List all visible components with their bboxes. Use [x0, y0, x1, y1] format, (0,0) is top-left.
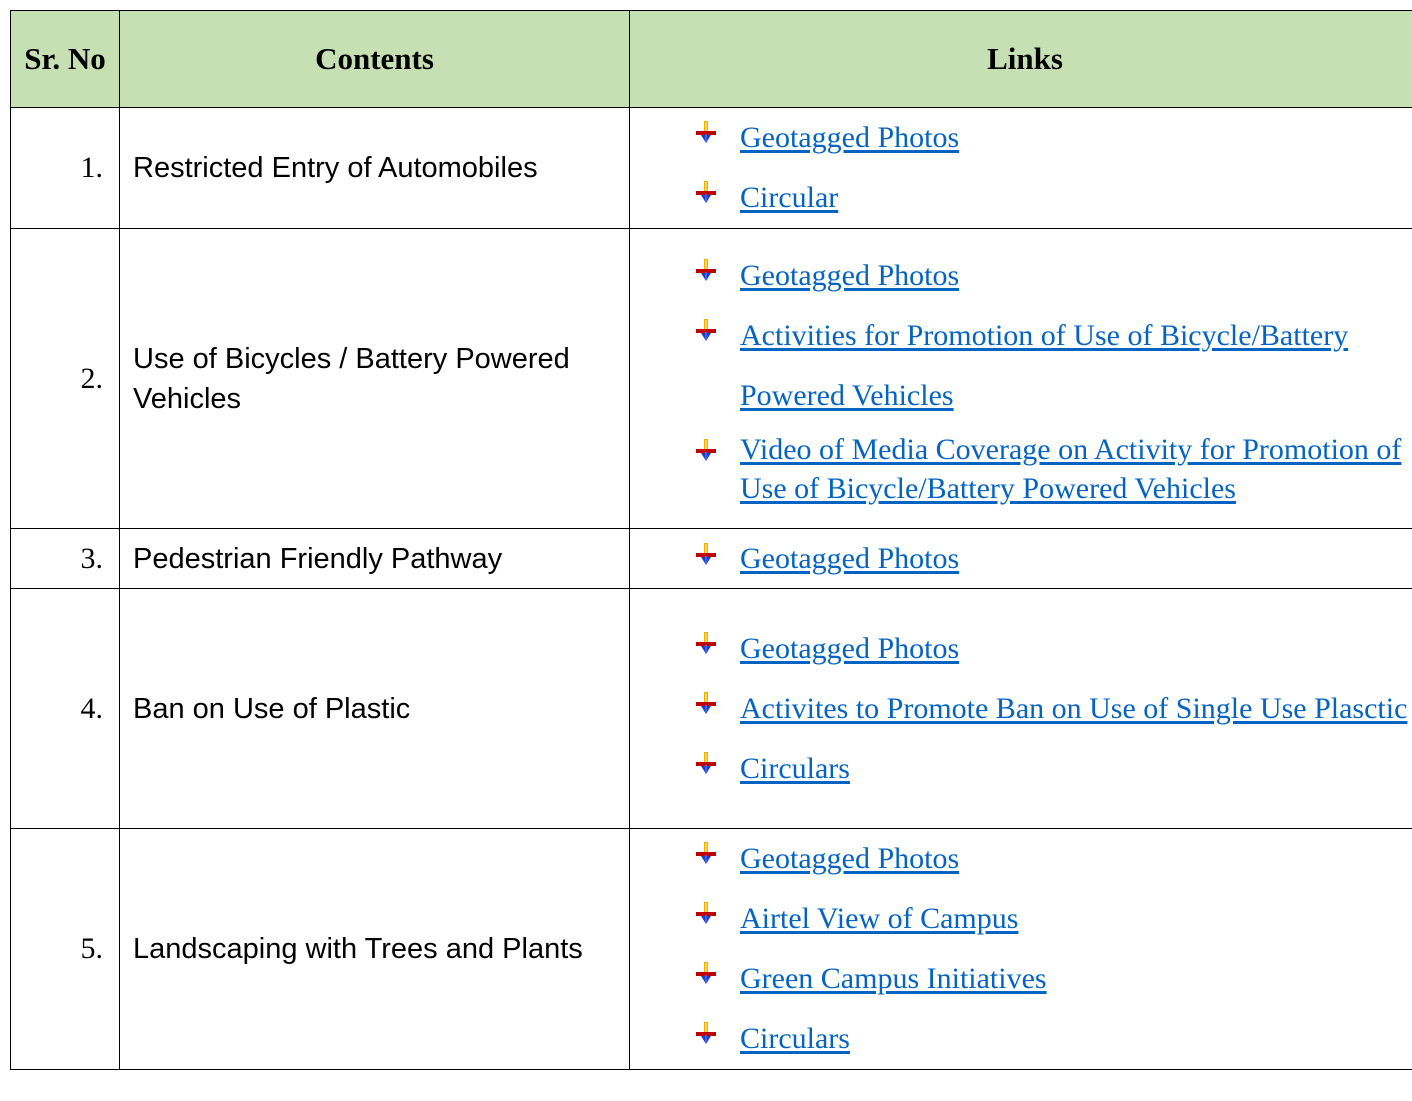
content-text: Pedestrian Friendly Pathway [120, 529, 630, 589]
link-item [630, 739, 1412, 799]
sr-number: 5. [11, 829, 120, 1070]
down-arrow-icon [696, 842, 716, 864]
table-row [11, 529, 1412, 589]
links-cell [630, 529, 1412, 589]
table-header-row [11, 11, 1412, 108]
table-row [11, 829, 1412, 1070]
link-geotagged-photos[interactable]: Geotagged Photos [740, 258, 960, 292]
link-item [630, 168, 1412, 228]
down-arrow-icon [696, 632, 716, 654]
link-item [630, 108, 1412, 168]
down-arrow-icon [696, 439, 716, 461]
links-cell [630, 108, 1412, 229]
link-item [630, 679, 1412, 739]
link-geotagged-photos[interactable]: Geotagged Photos [740, 631, 960, 665]
link-item [630, 246, 1412, 306]
header-links: Links [630, 11, 1412, 108]
link-circular[interactable]: Circular [740, 181, 839, 214]
sr-number: 4. [11, 589, 120, 829]
link-circulars[interactable]: Circulars [740, 751, 850, 785]
table-row [11, 589, 1412, 829]
header-contents: Contents [120, 11, 630, 108]
table-row [11, 229, 1412, 529]
link-item [630, 619, 1412, 679]
link-circulars[interactable]: Circulars [740, 1022, 850, 1055]
sr-number: 2. [11, 229, 120, 529]
links-cell [630, 589, 1412, 829]
down-arrow-icon [696, 543, 716, 565]
link-geotagged-photos[interactable]: Geotagged Photos [740, 842, 960, 875]
content-text: Use of Bicycles / Battery Powered Vehicles [120, 229, 630, 529]
header-sr-no: Sr. No [11, 11, 120, 108]
content-text: Landscaping with Trees and Plants [120, 829, 630, 1070]
down-arrow-icon [696, 121, 716, 143]
link-media-coverage-video[interactable]: Video of Media Coverage on Activity for Promotion of Use of Bicycle/Battery Powered Vehicles [740, 432, 1402, 505]
link-plastic-ban-activities[interactable]: Activites to Promote Ban on Use of Single Use Plasctic [740, 691, 1408, 725]
link-item [630, 426, 1412, 512]
down-arrow-icon [696, 319, 716, 341]
link-geotagged-photos[interactable]: Geotagged Photos [740, 541, 960, 575]
link-item [630, 829, 1412, 889]
table-row [11, 108, 1412, 229]
link-green-campus[interactable]: Green Campus Initiatives [740, 962, 1047, 995]
link-airtel-view[interactable]: Airtel View of Campus [740, 902, 1019, 935]
content-text: Restricted Entry of Automobiles [120, 108, 630, 229]
contents-links-table [10, 10, 1412, 1070]
links-cell [630, 229, 1412, 529]
link-item [630, 889, 1412, 949]
down-arrow-icon [696, 962, 716, 984]
link-item [630, 1009, 1412, 1069]
down-arrow-icon [696, 1022, 716, 1044]
link-geotagged-photos[interactable]: Geotagged Photos [740, 121, 960, 154]
sr-number: 1. [11, 108, 120, 229]
down-arrow-icon [696, 181, 716, 203]
link-item [630, 949, 1412, 1009]
down-arrow-icon [696, 752, 716, 774]
link-promotion-activities[interactable]: Activities for Promotion of Use of Bicycle/Battery Powered Vehicles [740, 318, 1349, 412]
link-item [630, 306, 1412, 426]
sr-number: 3. [11, 529, 120, 589]
links-cell [630, 829, 1412, 1070]
down-arrow-icon [696, 259, 716, 281]
content-text: Ban on Use of Plastic [120, 589, 630, 829]
link-item [630, 530, 1412, 588]
down-arrow-icon [696, 902, 716, 924]
down-arrow-icon [696, 692, 716, 714]
